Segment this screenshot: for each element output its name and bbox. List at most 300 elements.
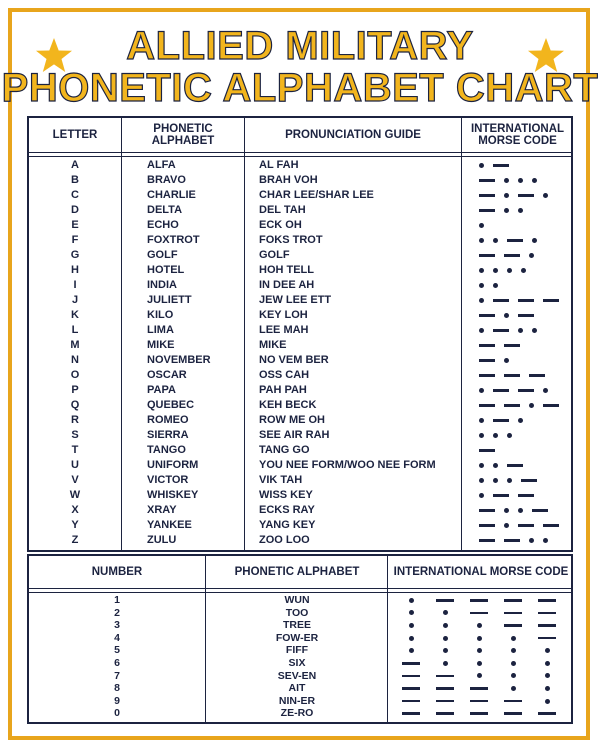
morse-symbol: [469, 695, 489, 708]
morse-dash: [504, 624, 522, 627]
phonetic-cell: GOLF: [147, 249, 178, 261]
table-row: [29, 413, 571, 428]
morse-symbol: [435, 707, 455, 720]
phonetic-cell: SIERRA: [147, 429, 189, 441]
pronunciation-cell: VIK TAH: [259, 474, 303, 486]
letter-cell: M: [70, 339, 80, 351]
letter-cell: G: [70, 249, 80, 261]
morse-dash: [470, 612, 488, 615]
morse-dash: [504, 700, 522, 703]
phonetic-cell: BRAVO: [147, 174, 186, 186]
phonetic-cell: QUEBEC: [147, 399, 195, 411]
morse-symbol: [537, 682, 557, 695]
phonetic-cell: YANKEE: [147, 519, 192, 531]
phonetic-cell: TANGO: [147, 444, 186, 456]
morse-code-cell: [479, 443, 504, 458]
morse-dash: [493, 494, 509, 497]
number-phonetic-cell: WUN: [284, 594, 310, 606]
table-row: [29, 607, 571, 620]
number-phonetic-cell: SEV-EN: [277, 669, 317, 682]
morse-symbol: [469, 644, 489, 657]
number-phonetic-cell: TOO: [285, 606, 309, 619]
morse-dot: [543, 388, 548, 393]
header-divider: [29, 152, 571, 157]
morse-dash: [479, 179, 495, 182]
morse-symbol: [503, 657, 523, 670]
morse-dot: [477, 623, 482, 628]
morse-symbol: [401, 594, 421, 607]
morse-dot: [477, 661, 482, 666]
phonetic-cell: DELTA: [147, 204, 183, 216]
morse-symbol: [401, 619, 421, 632]
table-row: [29, 657, 571, 670]
number-phonetic-cell: TREE: [282, 619, 311, 632]
morse-dot: [493, 283, 498, 288]
morse-code-cell: [479, 263, 535, 278]
pronunciation-cell: GOLF: [259, 249, 290, 261]
morse-symbol: [435, 607, 455, 620]
morse-code-cell: [479, 233, 546, 248]
phonetic-cell: PAPA: [147, 384, 176, 396]
morse-symbol: [503, 707, 523, 720]
number-phonetic-cell: NIN-ER: [278, 694, 316, 707]
morse-dot: [507, 268, 512, 273]
letter-cell: L: [71, 324, 79, 336]
table-row: [29, 518, 571, 533]
letter-cell: K: [71, 309, 79, 321]
morse-symbol: [401, 607, 421, 620]
number-cell: 6: [114, 657, 120, 669]
morse-dot: [521, 268, 526, 273]
morse-code-cell: [479, 413, 532, 428]
morse-dash: [470, 599, 488, 602]
table-row: [29, 158, 571, 173]
morse-code-cell: [479, 293, 568, 308]
letters-table: [27, 116, 573, 552]
morse-symbol: [401, 657, 421, 670]
pronunciation-cell: LEE MAH: [259, 324, 309, 336]
letter-cell: J: [71, 294, 79, 306]
morse-code-cell: [479, 278, 507, 293]
number-phonetic-cell: SIX: [288, 657, 306, 669]
morse-code-cell: [479, 458, 532, 473]
pronunciation-cell: YOU NEE FORM/WOO NEE FORM: [259, 459, 436, 471]
morse-dash: [479, 209, 495, 212]
morse-dot: [409, 610, 414, 615]
morse-dot: [532, 178, 537, 183]
pronunciation-cell: FOKS TROT: [259, 234, 323, 246]
phonetic-cell: WHISKEY: [147, 489, 199, 501]
morse-dash: [436, 712, 454, 715]
letter-cell: F: [71, 234, 79, 246]
table-row: [29, 203, 571, 218]
morse-code-cell: [479, 383, 557, 398]
morse-dash: [532, 509, 548, 512]
morse-symbol: [401, 695, 421, 708]
morse-dot: [518, 508, 523, 513]
header-number-phonetic: PHONETIC ALPHABET: [234, 566, 360, 578]
letter-cell: T: [71, 444, 79, 456]
phonetic-cell: VICTOR: [147, 474, 189, 486]
letter-cell: E: [71, 219, 79, 231]
morse-symbol: [537, 707, 557, 720]
morse-code-cell: [479, 308, 543, 323]
morse-code-cell: [479, 338, 529, 353]
morse-code-cell: [479, 488, 543, 503]
phonetic-cell: KILO: [147, 309, 174, 321]
letter-cell: I: [73, 279, 77, 291]
morse-dot: [479, 388, 484, 393]
morse-dot: [409, 648, 414, 653]
morse-dash: [518, 194, 534, 197]
phonetic-cell: UNIFORM: [147, 459, 199, 471]
letter-cell: W: [69, 489, 81, 501]
morse-dash: [518, 314, 534, 317]
letter-cell: Z: [71, 534, 79, 546]
morse-dash: [504, 612, 522, 615]
morse-dash: [518, 389, 534, 392]
morse-dot: [504, 313, 509, 318]
morse-code-cell: [479, 158, 518, 173]
morse-dot: [504, 178, 509, 183]
table-row: [29, 619, 571, 632]
table-row: [29, 533, 571, 548]
table-row: [29, 338, 571, 353]
phonetic-cell: JULIETT: [147, 294, 192, 306]
morse-dot: [529, 403, 534, 408]
morse-dash: [470, 712, 488, 715]
morse-dash: [470, 700, 488, 703]
morse-dash: [436, 599, 454, 602]
morse-symbol: [537, 670, 557, 683]
morse-dot: [507, 478, 512, 483]
table-row: [29, 473, 571, 488]
morse-symbol: [537, 657, 557, 670]
morse-dot: [479, 418, 484, 423]
morse-dot: [511, 636, 516, 641]
letter-cell: S: [71, 429, 79, 441]
morse-code-cell: [479, 398, 568, 413]
morse-symbol: [469, 607, 489, 620]
number-phonetic-cell: FOW-ER: [275, 631, 319, 644]
morse-symbol: [469, 594, 489, 607]
morse-dash: [504, 254, 520, 257]
pronunciation-cell: YANG KEY: [259, 519, 316, 531]
morse-dash: [538, 637, 556, 640]
morse-dash: [504, 539, 520, 542]
morse-dot: [479, 478, 484, 483]
table-row: [29, 428, 571, 443]
morse-dash: [543, 404, 559, 407]
morse-dot: [518, 328, 523, 333]
morse-dash: [479, 374, 495, 377]
table-row: [29, 488, 571, 503]
morse-dash: [507, 464, 523, 467]
morse-symbol: [503, 594, 523, 607]
morse-dot: [479, 268, 484, 273]
pronunciation-cell: DEL TAH: [259, 204, 306, 216]
morse-dot: [443, 661, 448, 666]
morse-dash: [479, 359, 495, 362]
table-row: [29, 503, 571, 518]
table-row: [29, 632, 571, 645]
table-row: [29, 308, 571, 323]
morse-dot: [443, 648, 448, 653]
letter-cell: H: [71, 264, 79, 276]
morse-code-cell: [479, 368, 554, 383]
table-row: [29, 263, 571, 278]
morse-dash: [479, 509, 495, 512]
morse-dash: [521, 479, 537, 482]
morse-symbol: [469, 619, 489, 632]
table-row: [29, 644, 571, 657]
morse-symbol: [435, 632, 455, 645]
morse-code-cell: [479, 533, 557, 548]
morse-code-cell: [479, 353, 518, 368]
morse-symbol: [503, 644, 523, 657]
morse-dot: [532, 238, 537, 243]
phonetic-cell: MIKE: [147, 339, 175, 351]
phonetic-cell: ROMEO: [147, 414, 189, 426]
morse-symbol: [503, 670, 523, 683]
morse-symbol: [503, 695, 523, 708]
morse-code-cell: [479, 473, 546, 488]
morse-dash: [402, 700, 420, 703]
phonetic-cell: FOXTROT: [147, 234, 200, 246]
table-row: [29, 368, 571, 383]
table-row: [29, 707, 571, 720]
morse-dot: [529, 253, 534, 258]
morse-symbol: [435, 670, 455, 683]
morse-dash: [493, 299, 509, 302]
morse-dash: [538, 599, 556, 602]
morse-symbol: [537, 594, 557, 607]
pronunciation-cell: MIKE: [259, 339, 287, 351]
page-title-line1: ALLIED MILITARY: [126, 24, 474, 68]
number-cell: 9: [114, 694, 120, 707]
morse-symbol: [537, 632, 557, 645]
morse-dash: [493, 329, 509, 332]
morse-dot: [504, 508, 509, 513]
morse-dash: [507, 239, 523, 242]
letter-cell: Y: [71, 519, 79, 531]
morse-dash: [479, 194, 495, 197]
morse-code-cell: [479, 248, 543, 263]
letter-cell: A: [71, 159, 79, 171]
pronunciation-cell: SEE AIR RAH: [259, 429, 330, 441]
morse-dash: [504, 712, 522, 715]
morse-symbol: [469, 670, 489, 683]
number-cell: 5: [114, 644, 120, 657]
morse-symbol: [503, 682, 523, 695]
morse-dot: [409, 598, 414, 603]
header-pronunciation: PRONUNCIATION GUIDE: [285, 129, 421, 141]
table-row: [29, 383, 571, 398]
morse-dot: [409, 636, 414, 641]
phonetic-cell: OSCAR: [147, 369, 187, 381]
table-row: [29, 173, 571, 188]
morse-dot: [545, 686, 550, 691]
letter-cell: O: [70, 369, 80, 381]
morse-dot: [477, 648, 482, 653]
pronunciation-cell: ZOO LOO: [259, 534, 310, 546]
morse-code-cell: [479, 518, 568, 533]
morse-dash: [538, 612, 556, 615]
phonetic-cell: XRAY: [147, 504, 177, 516]
morse-dot: [443, 623, 448, 628]
morse-dash: [543, 299, 559, 302]
morse-dash: [402, 687, 420, 690]
phonetic-cell: NOVEMBER: [147, 354, 211, 366]
morse-dot: [511, 648, 516, 653]
header-morse: INTERNATIONAL MORSE CODE: [470, 123, 565, 147]
morse-dash: [402, 675, 420, 678]
morse-dash: [479, 314, 495, 317]
morse-dot: [543, 193, 548, 198]
morse-symbol: [503, 632, 523, 645]
morse-dot: [545, 673, 550, 678]
number-cell: 3: [114, 619, 120, 632]
number-phonetic-cell: FIFF: [285, 644, 309, 657]
morse-code-cell: [479, 323, 546, 338]
morse-dot: [493, 478, 498, 483]
morse-dot: [477, 673, 482, 678]
morse-dot: [477, 636, 482, 641]
morse-symbol: [435, 594, 455, 607]
pronunciation-cell: OSS CAH: [259, 369, 310, 381]
number-phonetic-cell: AIT: [288, 682, 306, 695]
morse-dot: [443, 610, 448, 615]
number-cell: 1: [114, 594, 120, 606]
table-row: [29, 218, 571, 233]
morse-dot: [479, 493, 484, 498]
table-row: [29, 353, 571, 368]
morse-dot: [493, 433, 498, 438]
morse-symbol: [401, 644, 421, 657]
table-row: [29, 323, 571, 338]
morse-symbol: [401, 682, 421, 695]
morse-symbol: [435, 644, 455, 657]
pronunciation-cell: IN DEE AH: [259, 279, 315, 291]
table-row: [29, 293, 571, 308]
morse-symbol: [537, 619, 557, 632]
morse-dot: [493, 268, 498, 273]
number-cell: 8: [114, 682, 120, 695]
morse-dash: [436, 700, 454, 703]
morse-dash: [470, 687, 488, 690]
header-number: NUMBER: [91, 566, 143, 578]
table-row: [29, 188, 571, 203]
morse-symbol: [469, 682, 489, 695]
morse-symbol: [435, 695, 455, 708]
pronunciation-cell: NO VEM BER: [259, 354, 329, 366]
phonetic-cell: CHARLIE: [147, 189, 196, 201]
pronunciation-cell: KEY LOH: [259, 309, 308, 321]
letter-cell: B: [71, 174, 79, 186]
morse-dash: [493, 164, 509, 167]
pronunciation-cell: WISS KEY: [259, 489, 313, 501]
pronunciation-cell: PAH PAH: [259, 384, 307, 396]
morse-dash: [504, 599, 522, 602]
letter-cell: C: [71, 189, 79, 201]
morse-dot: [443, 636, 448, 641]
letter-cell: N: [71, 354, 79, 366]
letter-cell: U: [71, 459, 79, 471]
morse-dot: [504, 358, 509, 363]
letter-cell: V: [71, 474, 79, 486]
morse-dot: [504, 208, 509, 213]
header-number-morse: INTERNATIONAL MORSE CODE: [393, 566, 569, 578]
letter-cell: Q: [70, 399, 80, 411]
morse-symbol: [537, 644, 557, 657]
morse-dot: [529, 538, 534, 543]
morse-symbol: [469, 707, 489, 720]
pronunciation-cell: HOH TELL: [259, 264, 314, 276]
number-phonetic-cell: ZE-RO: [280, 707, 314, 720]
letter-cell: P: [71, 384, 79, 396]
morse-dash: [479, 344, 495, 347]
letter-cell: R: [71, 414, 79, 426]
morse-dot: [532, 328, 537, 333]
morse-dash: [518, 494, 534, 497]
morse-symbol: [401, 670, 421, 683]
morse-dash: [436, 675, 454, 678]
table-row: [29, 458, 571, 473]
table-row: [29, 695, 571, 708]
table-row: [29, 594, 571, 607]
phonetic-cell: LIMA: [147, 324, 174, 336]
table-row: [29, 682, 571, 695]
morse-dot: [493, 463, 498, 468]
morse-dash: [518, 524, 534, 527]
morse-dash: [504, 374, 520, 377]
morse-code-cell: [479, 503, 557, 518]
morse-symbol: [435, 657, 455, 670]
morse-dot: [545, 699, 550, 704]
pronunciation-cell: ECK OH: [259, 219, 302, 231]
morse-symbol: [401, 632, 421, 645]
morse-dot: [507, 433, 512, 438]
morse-dash: [543, 524, 559, 527]
morse-dot: [518, 418, 523, 423]
morse-symbol: [435, 682, 455, 695]
phonetic-cell: HOTEL: [147, 264, 185, 276]
morse-dot: [479, 238, 484, 243]
phonetic-cell: ECHO: [147, 219, 179, 231]
morse-dot: [543, 538, 548, 543]
pronunciation-cell: BRAH VOH: [259, 174, 318, 186]
morse-dash: [479, 539, 495, 542]
table-row: [29, 398, 571, 413]
morse-dash: [538, 624, 556, 627]
morse-dot: [511, 673, 516, 678]
morse-symbol: [503, 607, 523, 620]
morse-dot: [504, 193, 509, 198]
pronunciation-cell: CHAR LEE/SHAR LEE: [259, 189, 374, 201]
morse-dot: [511, 661, 516, 666]
morse-dot: [479, 163, 484, 168]
morse-dash: [504, 404, 520, 407]
morse-dash: [402, 662, 420, 665]
morse-dot: [479, 433, 484, 438]
morse-dot: [479, 283, 484, 288]
morse-dot: [545, 648, 550, 653]
phonetic-cell: ALFA: [147, 159, 176, 171]
morse-symbol: [469, 632, 489, 645]
morse-dash: [504, 344, 520, 347]
table-row: [29, 670, 571, 683]
table-row: [29, 248, 571, 263]
